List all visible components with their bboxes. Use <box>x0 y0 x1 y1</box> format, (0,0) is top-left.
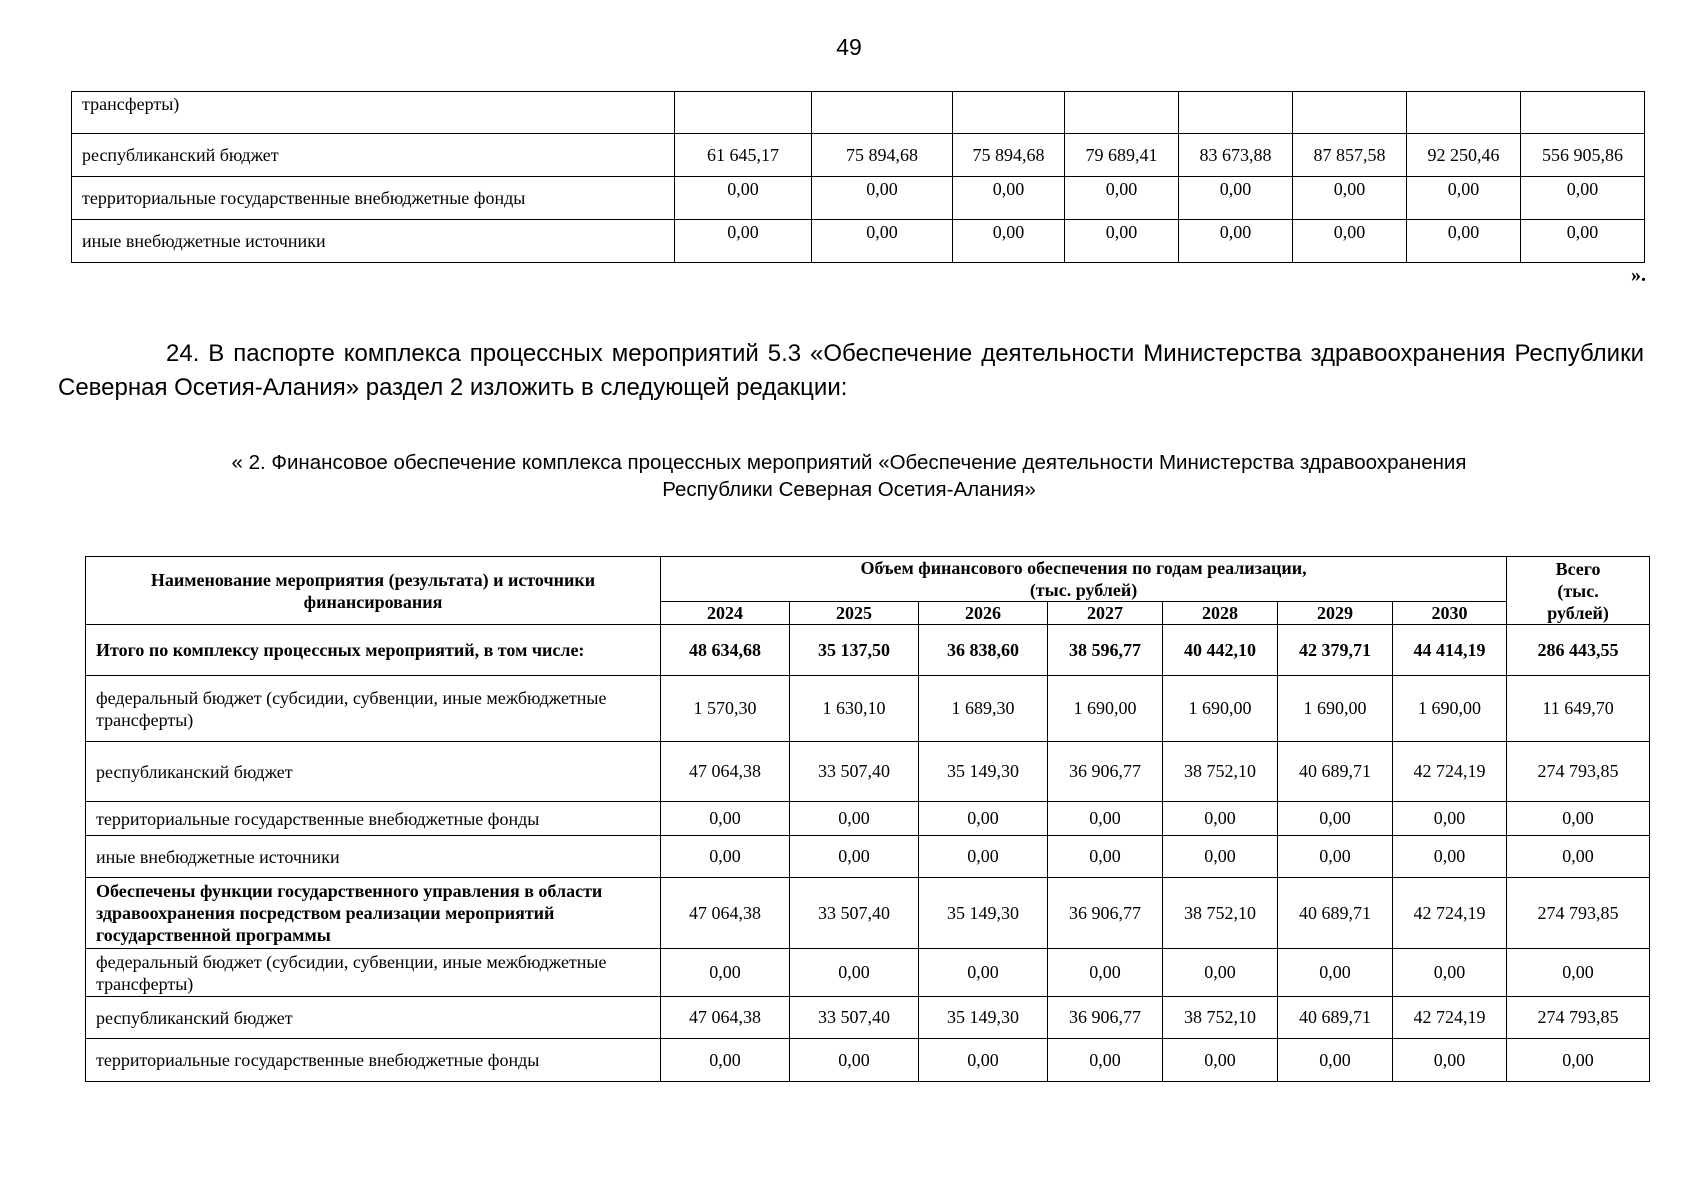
value-cell: 42 724,19 <box>1393 742 1507 802</box>
row-label: Обеспечены функции государственного управления в области здравоохранения посредством реализации мероприятий государственной программы <box>86 878 661 949</box>
value-cell: 0,00 <box>790 802 919 836</box>
value-cell: 0,00 <box>919 836 1048 878</box>
value-cell: 0,00 <box>919 1039 1048 1082</box>
year-header: 2028 <box>1163 602 1278 625</box>
value-cell: 0,00 <box>1065 177 1179 220</box>
value-cell: 0,00 <box>1278 1039 1393 1082</box>
row-label: территориальные государственные внебюджетные фонды <box>86 1039 661 1082</box>
year-header: 2029 <box>1278 602 1393 625</box>
value-cell: 0,00 <box>1507 802 1650 836</box>
value-cell: 36 906,77 <box>1048 742 1163 802</box>
row-label: федеральный бюджет (субсидии, субвенции, иные межбюджетные трансферты) <box>86 949 661 997</box>
value-cell: 0,00 <box>1507 836 1650 878</box>
value-cell: 61 645,17 <box>675 134 812 177</box>
value-cell: 33 507,40 <box>790 997 919 1039</box>
header-total-line-3: рублей) <box>1547 602 1609 623</box>
value-cell: 0,00 <box>1163 1039 1278 1082</box>
header-volume-line-2: (тыс. рублей) <box>1029 580 1138 600</box>
value-cell: 36 906,77 <box>1048 997 1163 1039</box>
row-label: трансферты) <box>72 92 675 134</box>
value-cell: 38 752,10 <box>1163 742 1278 802</box>
value-cell: 0,00 <box>1048 836 1163 878</box>
value-cell: 0,00 <box>919 949 1048 997</box>
value-cell: 0,00 <box>675 220 812 263</box>
value-cell: 1 630,10 <box>790 676 919 742</box>
row-label: Итого по комплексу процессных мероприятий, в том числе: <box>86 625 661 676</box>
header-total-line-2: (тыс. <box>1557 580 1599 601</box>
table-row <box>86 997 1650 1039</box>
value-cell: 0,00 <box>790 949 919 997</box>
value-cell: 1 690,00 <box>1048 676 1163 742</box>
value-cell: 42 724,19 <box>1393 878 1507 949</box>
value-cell: 0,00 <box>812 220 953 263</box>
value-cell: 42 724,19 <box>1393 997 1507 1039</box>
value-cell <box>953 92 1065 134</box>
value-cell: 1 690,00 <box>1278 676 1393 742</box>
value-cell: 40 689,71 <box>1278 878 1393 949</box>
value-cell: 0,00 <box>1521 220 1645 263</box>
value-cell: 35 137,50 <box>790 625 919 676</box>
value-cell: 33 507,40 <box>790 742 919 802</box>
header-volume-cell <box>661 557 1507 602</box>
row-label: республиканский бюджет <box>86 742 661 802</box>
value-cell: 0,00 <box>812 177 953 220</box>
value-cell: 0,00 <box>1393 836 1507 878</box>
financing-table <box>85 556 1650 1082</box>
value-cell: 0,00 <box>919 802 1048 836</box>
value-cell <box>812 92 953 134</box>
value-cell: 1 570,30 <box>661 676 790 742</box>
value-cell: 0,00 <box>953 177 1065 220</box>
row-label: республиканский бюджет <box>72 134 675 177</box>
row-label: федеральный бюджет (субсидии, субвенции, иные межбюджетные трансферты) <box>86 676 661 742</box>
table-row <box>86 676 1650 742</box>
row-label: территориальные государственные внебюджетные фонды <box>86 802 661 836</box>
value-cell: 38 752,10 <box>1163 997 1278 1039</box>
value-cell: 0,00 <box>675 177 812 220</box>
value-cell <box>1065 92 1179 134</box>
row-label: территориальные государственные внебюджетные фонды <box>72 177 675 220</box>
value-cell: 75 894,68 <box>812 134 953 177</box>
value-cell: 0,00 <box>953 220 1065 263</box>
value-cell: 11 649,70 <box>1507 676 1650 742</box>
value-cell: 35 149,30 <box>919 742 1048 802</box>
table-row <box>86 949 1650 997</box>
value-cell: 75 894,68 <box>953 134 1065 177</box>
value-cell: 33 507,40 <box>790 878 919 949</box>
value-cell: 0,00 <box>1393 802 1507 836</box>
value-cell: 0,00 <box>1507 949 1650 997</box>
value-cell: 1 690,00 <box>1393 676 1507 742</box>
value-cell <box>1407 92 1521 134</box>
value-cell: 0,00 <box>790 836 919 878</box>
value-cell: 0,00 <box>1393 949 1507 997</box>
table-row <box>86 836 1650 878</box>
top-table-row <box>72 220 1645 263</box>
value-cell: 35 149,30 <box>919 997 1048 1039</box>
year-header: 2026 <box>919 602 1048 625</box>
value-cell: 1 689,30 <box>919 676 1048 742</box>
value-cell: 38 752,10 <box>1163 878 1278 949</box>
value-cell: 0,00 <box>661 949 790 997</box>
top-table-row <box>72 177 1645 220</box>
value-cell <box>675 92 812 134</box>
value-cell: 36 838,60 <box>919 625 1048 676</box>
value-cell: 0,00 <box>1407 220 1521 263</box>
value-cell: 0,00 <box>1163 836 1278 878</box>
amendment-paragraph: 24. В паспорте комплекса процессных мероприятий 5.3 «Обеспечение деятельности Министерства здравоохранения Республики Северная Осетия-Алания» раздел 2 изложить в следующей редакции: <box>58 340 1644 401</box>
value-cell: 0,00 <box>1163 802 1278 836</box>
value-cell: 83 673,88 <box>1179 134 1293 177</box>
value-cell: 40 689,71 <box>1278 742 1393 802</box>
header-volume-line-1: Объем финансового обеспечения по годам реализации, <box>860 558 1307 578</box>
value-cell: 0,00 <box>1179 177 1293 220</box>
table-row <box>86 802 1650 836</box>
top-table-row <box>72 92 1645 134</box>
row-label: иные внебюджетные источники <box>72 220 675 263</box>
row-label: республиканский бюджет <box>86 997 661 1039</box>
value-cell: 44 414,19 <box>1393 625 1507 676</box>
value-cell: 0,00 <box>1407 177 1521 220</box>
year-header: 2025 <box>790 602 919 625</box>
value-cell: 0,00 <box>661 802 790 836</box>
year-header: 2030 <box>1393 602 1507 625</box>
value-cell: 0,00 <box>1507 1039 1650 1082</box>
value-cell: 0,00 <box>1521 177 1645 220</box>
value-cell: 0,00 <box>1393 1039 1507 1082</box>
year-header: 2027 <box>1048 602 1163 625</box>
table-row <box>86 1039 1650 1082</box>
value-cell: 47 064,38 <box>661 997 790 1039</box>
table-row <box>86 878 1650 949</box>
table-row <box>86 625 1650 676</box>
value-cell: 79 689,41 <box>1065 134 1179 177</box>
value-cell: 274 793,85 <box>1507 878 1650 949</box>
value-cell: 35 149,30 <box>919 878 1048 949</box>
value-cell: 0,00 <box>1048 1039 1163 1082</box>
value-cell: 0,00 <box>1179 220 1293 263</box>
value-cell <box>1179 92 1293 134</box>
value-cell: 0,00 <box>1293 220 1407 263</box>
section-heading <box>0 449 1698 503</box>
table-row <box>86 742 1650 802</box>
section-heading-line-1: « 2. Финансовое обеспечение комплекса процессных мероприятий «Обеспечение деятельности Министерства здравоохранения <box>231 451 1467 474</box>
page-number: 49 <box>836 34 862 60</box>
value-cell: 36 906,77 <box>1048 878 1163 949</box>
value-cell: 42 379,71 <box>1278 625 1393 676</box>
value-cell: 0,00 <box>1065 220 1179 263</box>
value-cell: 40 689,71 <box>1278 997 1393 1039</box>
header-total-cell <box>1507 557 1650 625</box>
value-cell: 0,00 <box>1278 802 1393 836</box>
top-table <box>71 91 1645 263</box>
row-label: иные внебюджетные источники <box>86 836 661 878</box>
header-total-line-1: Всего <box>1555 558 1601 579</box>
value-cell: 556 905,86 <box>1521 134 1645 177</box>
value-cell: 0,00 <box>1163 949 1278 997</box>
value-cell <box>1521 92 1645 134</box>
value-cell: 47 064,38 <box>661 878 790 949</box>
value-cell: 48 634,68 <box>661 625 790 676</box>
section-heading-line-2: Республики Северная Осетия-Алания» <box>662 478 1036 501</box>
year-header: 2024 <box>661 602 790 625</box>
closing-quote: ». <box>1631 264 1646 286</box>
value-cell: 274 793,85 <box>1507 997 1650 1039</box>
value-cell: 38 596,77 <box>1048 625 1163 676</box>
value-cell: 87 857,58 <box>1293 134 1407 177</box>
header-name-cell: Наименование мероприятия (результата) и источники финансирования <box>86 557 661 625</box>
value-cell: 274 793,85 <box>1507 742 1650 802</box>
value-cell: 0,00 <box>661 836 790 878</box>
value-cell: 40 442,10 <box>1163 625 1278 676</box>
value-cell: 0,00 <box>1278 949 1393 997</box>
value-cell: 0,00 <box>1293 177 1407 220</box>
value-cell: 1 690,00 <box>1163 676 1278 742</box>
top-table-row <box>72 134 1645 177</box>
value-cell <box>1293 92 1407 134</box>
value-cell: 0,00 <box>661 1039 790 1082</box>
value-cell: 47 064,38 <box>661 742 790 802</box>
value-cell: 0,00 <box>1048 802 1163 836</box>
value-cell: 0,00 <box>790 1039 919 1082</box>
value-cell: 0,00 <box>1048 949 1163 997</box>
value-cell: 92 250,46 <box>1407 134 1521 177</box>
value-cell: 0,00 <box>1278 836 1393 878</box>
value-cell: 286 443,55 <box>1507 625 1650 676</box>
header-row <box>86 557 1650 602</box>
